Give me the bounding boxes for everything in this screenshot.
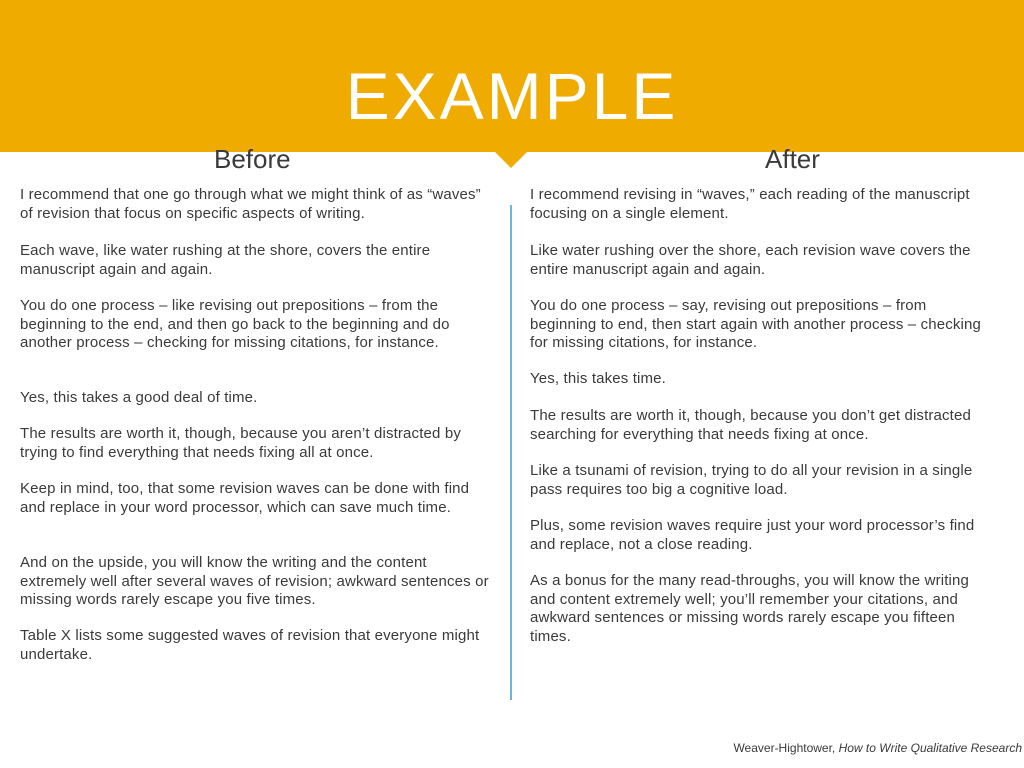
after-paragraph-4: Yes, this takes time.	[530, 370, 666, 387]
after-paragraph-1: I recommend revising in “waves,” each reading of the manuscript focusing on a single element.	[530, 186, 970, 222]
slide-title: EXAMPLE	[345, 59, 679, 133]
after-paragraph-3: You do one process – say, revising out prepositions – from beginning to end, then start again with another process – checking for missing citations, for instance.	[530, 297, 982, 351]
after-paragraph-6: Like a tsunami of revision, trying to do all your revision in a single pass requires too big a cognitive load.	[530, 462, 973, 498]
after-paragraph-5: The results are worth it, though, because you don’t get distracted searching for everything that needs fixing at once.	[530, 407, 971, 443]
column-divider	[510, 205, 512, 700]
citation-book-title: How to Write Qualitative Research	[838, 741, 1022, 755]
before-paragraph-3: You do one process – like revising out prepositions – from the beginning to the end, and then go back to the beginning and do another process – checking for missing citations, for instance.	[20, 297, 450, 351]
before-paragraph-4: Yes, this takes a good deal of time.	[20, 389, 258, 406]
before-paragraph-7: And on the upside, you will know the writing and the content extremely well after several waves of revision; awkward sentences or missing words rarely escape you five times.	[20, 554, 489, 608]
before-paragraph-8: Table X lists some suggested waves of revision that everyone might undertake.	[20, 627, 480, 663]
before-paragraph-2: Each wave, like water rushing at the shore, covers the entire manuscript again and again.	[20, 242, 431, 278]
citation-author: Weaver-Hightower,	[733, 741, 839, 755]
before-column-heading: Before	[214, 144, 291, 174]
before-paragraph-5: The results are worth it, though, because you aren’t distracted by trying to find everything that needs fixing all at once.	[20, 425, 461, 461]
after-paragraph-2: Like water rushing over the shore, each revision wave covers the entire manuscript again and again.	[530, 242, 971, 278]
banner-notch	[494, 151, 528, 168]
after-paragraph-7: Plus, some revision waves require just your word processor’s find and replace, not a close reading.	[530, 517, 975, 553]
after-column-heading: After	[765, 144, 820, 174]
after-paragraph-8: As a bonus for the many read-throughs, you will know the writing and content extremely well; you’ll remember your citations, and awkward sentences or missing words rarely escape you fifteen times.	[530, 572, 969, 645]
citation-footer	[733, 741, 1022, 755]
before-paragraph-1: I recommend that one go through what we might think of as “waves” of revision that focus on specific aspects of writing.	[20, 186, 481, 222]
before-paragraph-6: Keep in mind, too, that some revision waves can be done with find and replace in your word processor, which can save much time.	[20, 480, 470, 516]
